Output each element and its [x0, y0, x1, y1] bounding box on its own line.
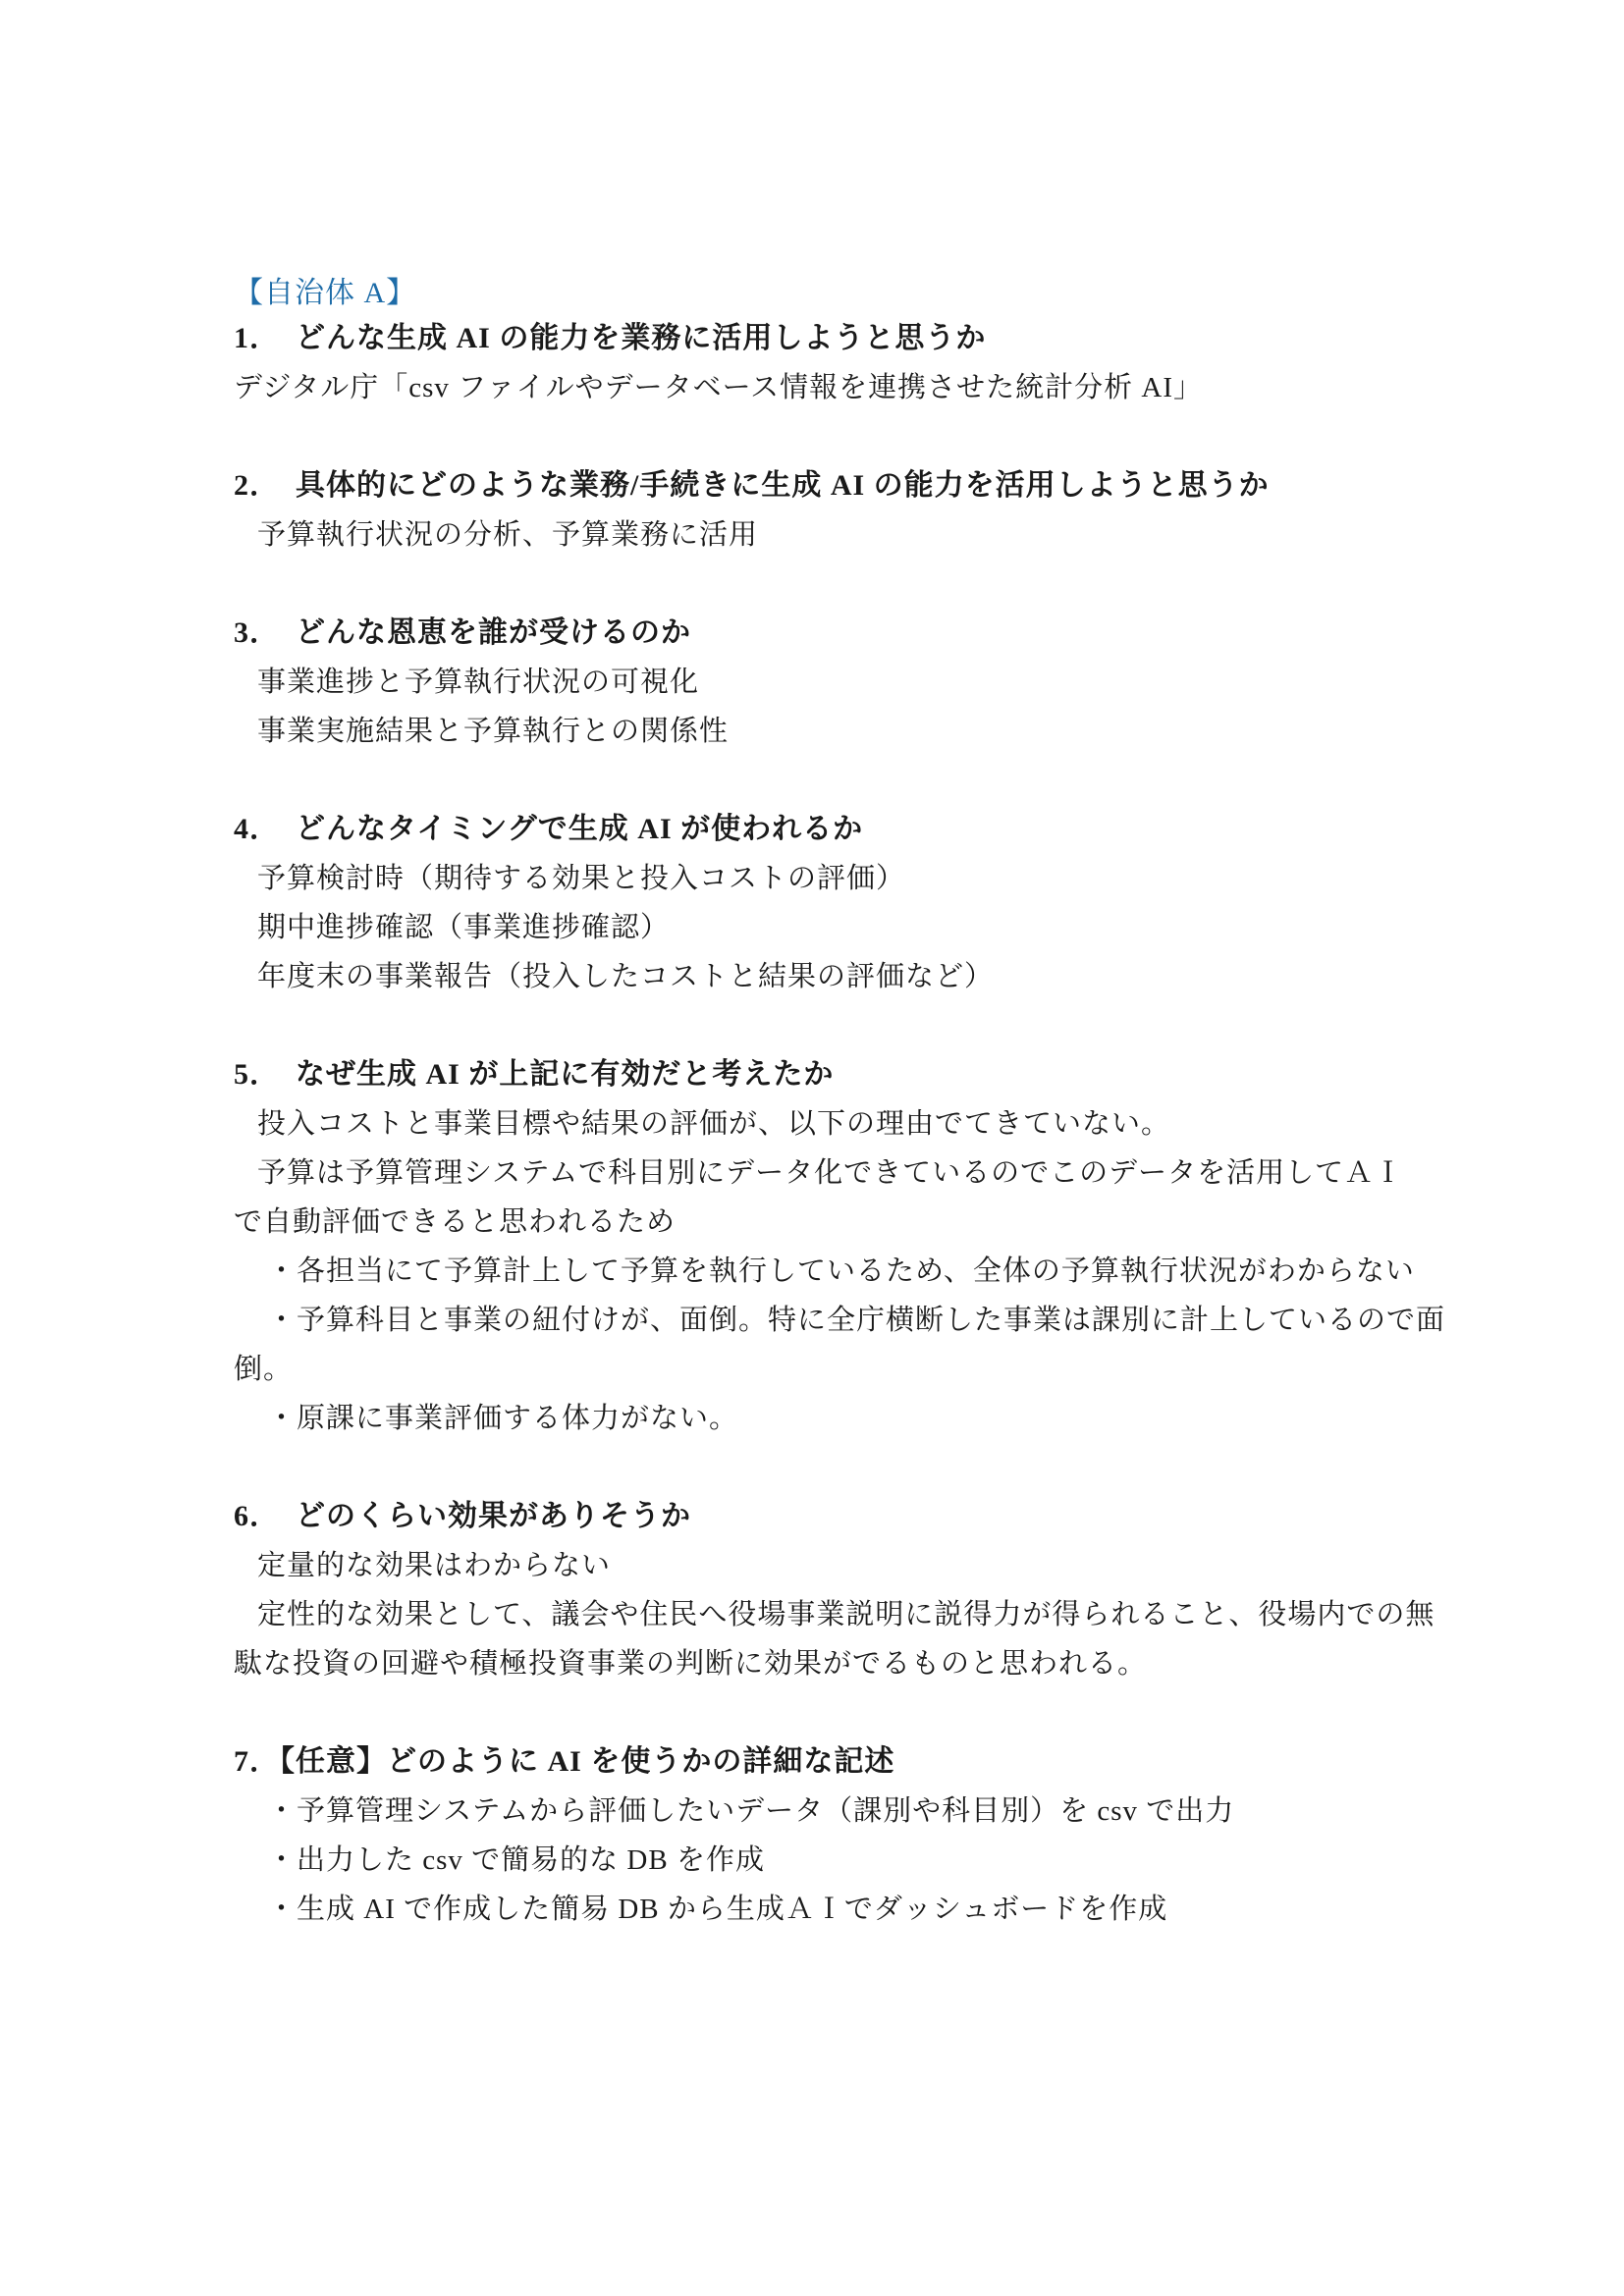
section: [234, 805, 1392, 1001]
section: [234, 1050, 1446, 1443]
section-heading: 5． なぜ生成 AI が上記に有効だと考えたか: [234, 1058, 835, 1091]
text-line: 予算検討時（期待する効果と投入コストの評価）: [257, 863, 906, 894]
text-line: デジタル庁「csv ファイルやデータベース情報を連携させた統計分析 AI」: [234, 372, 1203, 403]
text-line: 予算執行状況の分析、予算業務に活用: [257, 519, 759, 551]
section: [234, 314, 1392, 412]
text-line: ・出力した csv で簡易的な DB を作成: [267, 1844, 765, 1876]
text-line: 倒。: [234, 1354, 294, 1385]
text-line: 駄な投資の回避や積極投資事業の判断に効果がでるものと思われる。: [234, 1648, 1148, 1680]
text-line: 定量的な効果はわからない: [257, 1550, 612, 1581]
sections-container: [234, 314, 1446, 1934]
text-line: 年度末の事業報告（投入したコストと結果の評価など）: [257, 961, 995, 992]
text-line: ・各担当にて予算計上して予算を執行しているため、全体の予算執行状況がわからない: [267, 1255, 1415, 1287]
text-line: ・原課に事業評価する体力がない。: [267, 1403, 739, 1434]
section: [234, 461, 1392, 560]
section: [234, 609, 1392, 756]
text-line: ・生成 AI で作成した簡易 DB から生成ＡＩでダッシュボードを作成: [267, 1894, 1168, 1925]
section-heading: 7．【任意】どのように AI を使うかの詳細な記述: [234, 1745, 895, 1778]
text-line: 投入コストと事業目標や結果の評価が、以下の理由でてきていない。: [257, 1108, 1171, 1140]
section-heading: 2． 具体的にどのような業務/手続きに生成 AI の能力を活用しようと思うか: [234, 469, 1270, 502]
text-line: 予算は予算管理システムで科目別にデータ化できているのでこのデータを活用してＡＩ: [257, 1157, 1404, 1189]
text-line: ・予算管理システムから評価したいデータ（課別や科目別）を csv で出力: [267, 1795, 1235, 1827]
text-line: で自動評価できると思われるため: [234, 1206, 677, 1238]
text-line: ・予算科目と事業の紐付けが、面倒。特に全庁横断した事業は課別に計上しているので面: [267, 1305, 1446, 1336]
section-heading: 4． どんなタイミングで生成 AI が使われるか: [234, 813, 864, 845]
section: [234, 1737, 1392, 1934]
section: [234, 1492, 1435, 1688]
text-line: 事業進捗と予算執行状況の可視化: [257, 667, 700, 698]
text-line: 定性的な効果として、議会や住民へ役場事業説明に説得力が得られること、役場内での無: [257, 1599, 1435, 1630]
section-heading: 1． どんな生成 AI の能力を業務に活用しようと思うか: [234, 322, 987, 354]
section-heading: 3． どんな恩恵を誰が受けるのか: [234, 616, 691, 649]
text-line: 事業実施結果と予算執行との関係性: [257, 716, 730, 747]
text-line: 期中進捗確認（事業進捗確認）: [257, 912, 671, 943]
document-title: 【自治体 A】: [234, 277, 417, 309]
section-heading: 6． どのくらい効果がありそうか: [234, 1500, 691, 1532]
